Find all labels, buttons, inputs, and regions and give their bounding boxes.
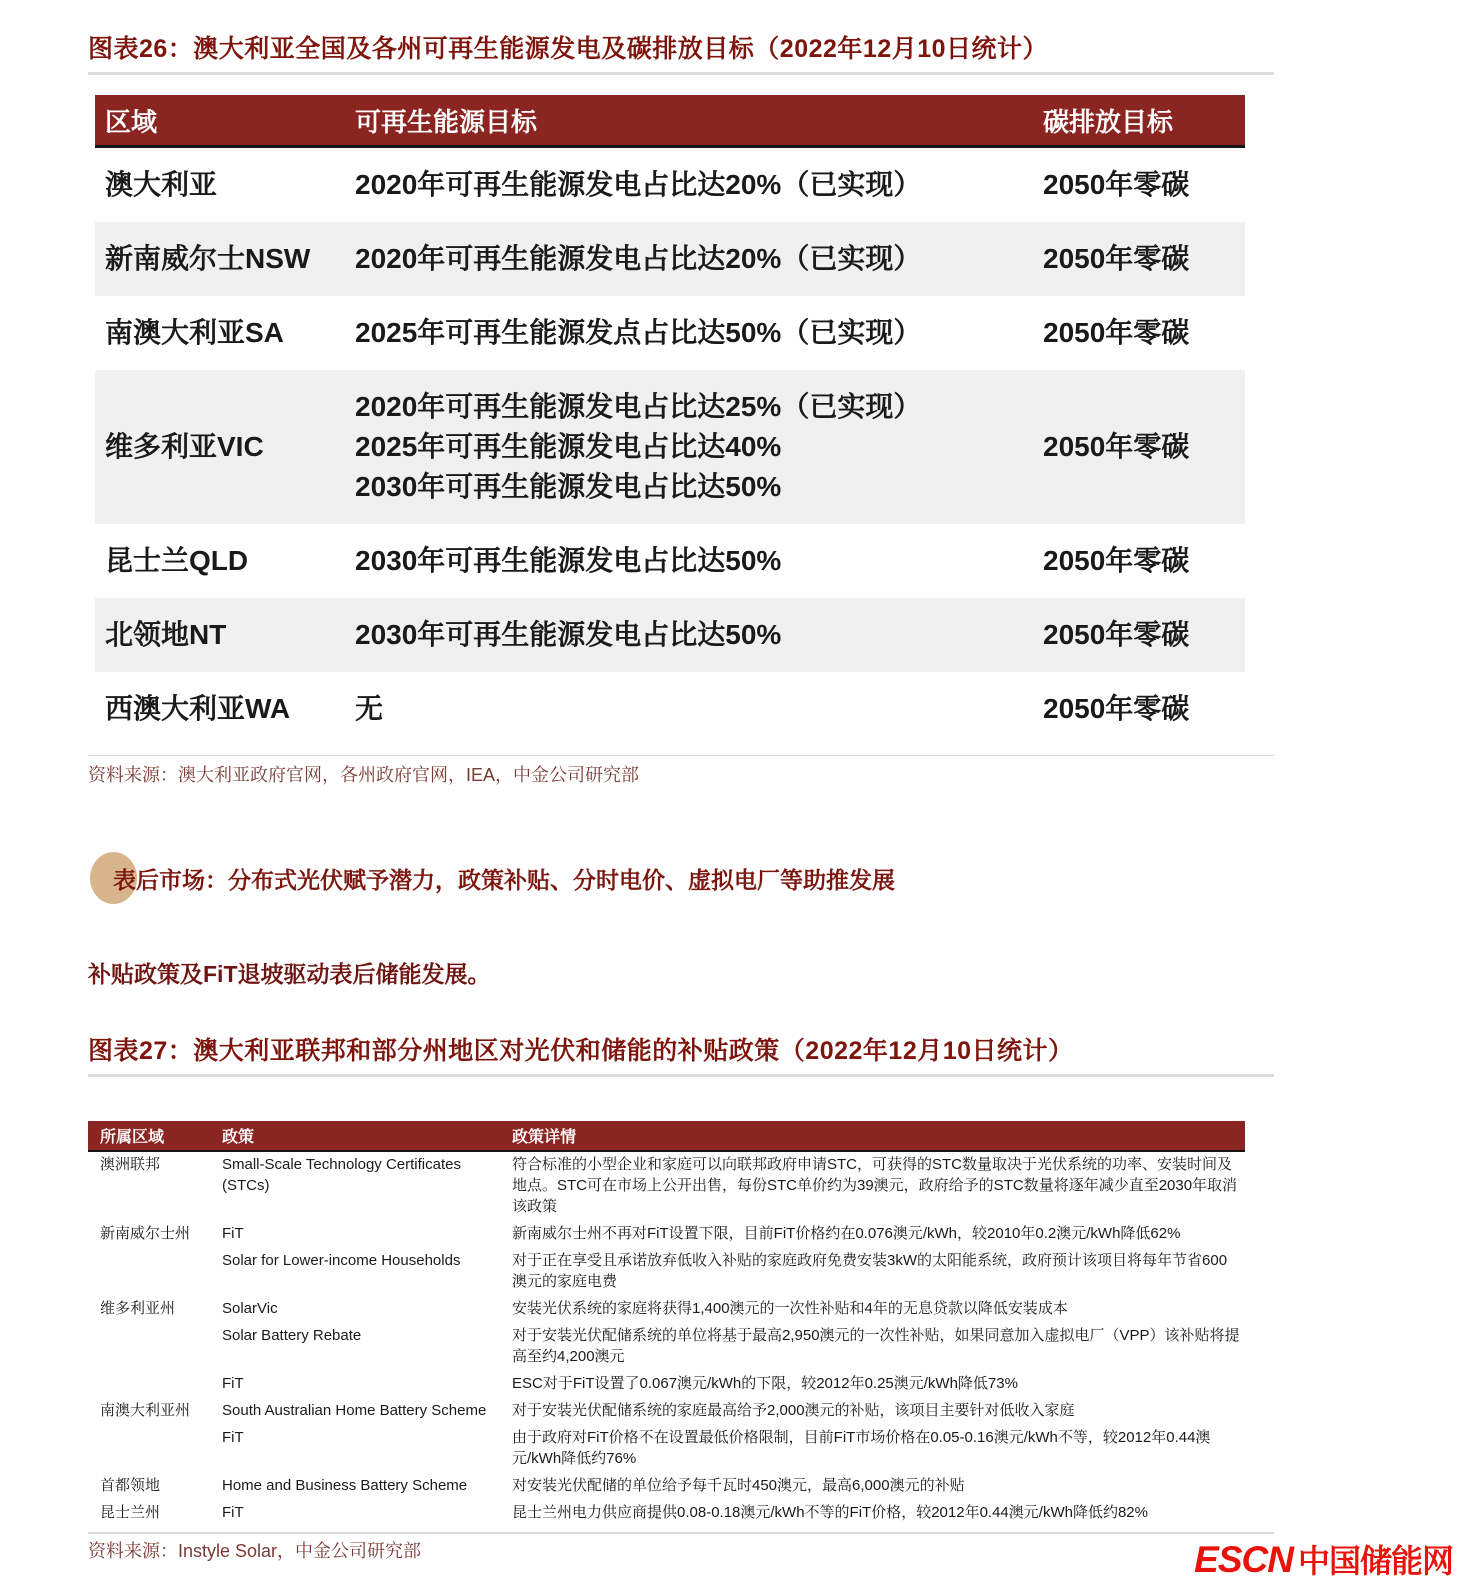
renewable-target-cell xyxy=(345,689,1035,729)
region-cell: 维多利亚VIC xyxy=(105,431,264,462)
table-row xyxy=(88,1152,1245,1221)
policy-detail-cell: 符合标准的小型企业和家庭可以向联邦政府申请STC，可获得的STC数量取决于光伏系统的功率、安装时间及地点。STC可在市场上公开出售，每份STC单价约为39澳元，政府给予的STC数量将逐年减少直至2030年取消该政策 xyxy=(512,1156,1238,1215)
table-row xyxy=(95,524,1245,598)
section-heading-block xyxy=(88,852,1384,904)
table-row xyxy=(95,148,1245,222)
region-cell xyxy=(88,1373,222,1394)
table-header-row xyxy=(95,95,1245,148)
carbon-target-cell: 2050年零碳 xyxy=(1043,693,1190,724)
carbon-target-cell: 2050年零碳 xyxy=(1043,317,1190,348)
policy-cell: FiT xyxy=(222,1429,244,1446)
column-header-carbon-target: 碳排放目标 xyxy=(1043,106,1174,137)
table-row xyxy=(95,598,1245,672)
table-row xyxy=(88,1248,1245,1296)
renewable-target-cell xyxy=(345,541,1035,581)
subsidy-policy-table xyxy=(88,1121,1245,1527)
escn-logo-chinese-text: 中国储能网 xyxy=(1297,1543,1453,1579)
region-cell: 新南威尔士州 xyxy=(100,1225,191,1242)
policy-detail-cell: 昆士兰州电力供应商提供0.08-0.18澳元/kWh不等的FiT价格，较2012年0.44澳元/kWh降低约82% xyxy=(512,1504,1148,1521)
figure-26 xyxy=(88,34,1384,786)
region-cell: 西澳大利亚WA xyxy=(105,693,291,724)
region-cell xyxy=(88,1325,222,1367)
carbon-target-cell: 2050年零碳 xyxy=(1043,169,1190,200)
renewable-target-cell xyxy=(345,239,1035,279)
figure-27-source: 资料来源：Instyle Solar，中金公司研究部 xyxy=(88,1541,422,1561)
policy-detail-cell: ESC对于FiT设置了0.067澳元/kWh的下限，较2012年0.25澳元/kWh降低73% xyxy=(512,1375,1018,1392)
footer-divider xyxy=(88,1532,1274,1534)
figure-26-title: 图表26：澳大利亚全国及各州可再生能源发电及碳排放目标（2022年12月10日统计） xyxy=(88,35,1049,63)
table-row xyxy=(88,1296,1245,1323)
title-divider xyxy=(88,72,1274,75)
policy-cell: Solar for Lower-income Households xyxy=(222,1252,461,1269)
section-heading: 表后市场：分布式光伏赋予潜力，政策补贴、分时电价、虚拟电厂等助推发展 xyxy=(113,866,895,893)
region-cell: 首都领地 xyxy=(100,1477,161,1494)
table-row xyxy=(88,1371,1245,1398)
region-cell xyxy=(88,1427,222,1469)
region-cell: 澳大利亚 xyxy=(105,169,218,200)
carbon-target-cell: 2050年零碳 xyxy=(1043,545,1190,576)
policy-detail-cell: 安装光伏系统的家庭将获得1,400澳元的一次性补贴和4年的无息贷款以降低安装成本 xyxy=(512,1300,1068,1317)
policy-cell: SolarVic xyxy=(222,1300,278,1317)
renewable-target-cell xyxy=(345,615,1035,655)
target-line: 无 xyxy=(355,693,384,724)
figure-27 xyxy=(88,1036,1453,1582)
page-footer xyxy=(88,1539,1453,1582)
region-cell: 澳洲联邦 xyxy=(100,1156,161,1173)
renewable-target-cell xyxy=(345,313,1035,353)
target-line: 2020年可再生能源发电占比达20%（已实现） xyxy=(355,243,922,274)
carbon-target-cell: 2050年零碳 xyxy=(1043,243,1190,274)
column-header-policy: 政策 xyxy=(222,1129,255,1146)
table-row xyxy=(88,1221,1245,1248)
table-row xyxy=(88,1425,1245,1473)
renewables-targets-table xyxy=(95,95,1245,746)
policy-cell: Small-Scale Technology Certificates (STCs) xyxy=(222,1156,461,1194)
policy-detail-cell: 新南威尔士州不再对FiT设置下限，目前FiT价格约在0.076澳元/kWh，较2010年0.2澳元/kWh降低62% xyxy=(512,1225,1181,1242)
figure-27-title: 图表27：澳大利亚联邦和部分州地区对光伏和储能的补贴政策（2022年12月10日统计） xyxy=(88,1037,1074,1065)
policy-detail-cell: 对安装光伏配储的单位给予每千瓦时450澳元，最高6,000澳元的补贴 xyxy=(512,1477,965,1494)
region-cell: 南澳大利亚州 xyxy=(100,1402,191,1419)
table-row xyxy=(95,672,1245,746)
region-cell: 昆士兰州 xyxy=(100,1504,161,1521)
table-row xyxy=(88,1473,1245,1500)
policy-detail-cell: 对于正在享受且承诺放弃低收入补贴的家庭政府免费安装3kW的太阳能系统，政府预计该项目将每年节省600澳元的家庭电费 xyxy=(512,1252,1228,1290)
carbon-target-cell: 2050年零碳 xyxy=(1043,431,1190,462)
table-row xyxy=(88,1398,1245,1425)
policy-detail-cell: 对于安装光伏配储系统的单位将基于最高2,950澳元的一次性补贴，如果同意加入虚拟电厂（VPP）该补贴将提高至约4,200澳元 xyxy=(512,1327,1240,1365)
policy-cell: Solar Battery Rebate xyxy=(222,1327,362,1344)
policy-cell: FiT xyxy=(222,1375,244,1392)
column-header-policy-detail: 政策详情 xyxy=(512,1129,577,1146)
escn-logo xyxy=(1194,1536,1453,1582)
table-row xyxy=(88,1323,1245,1371)
table-row xyxy=(95,370,1245,524)
target-line: 2020年可再生能源发电占比达25%（已实现） xyxy=(355,391,922,422)
region-cell: 南澳大利亚SA xyxy=(105,317,284,348)
targets-table-body xyxy=(95,148,1245,746)
policy-cell: Home and Business Battery Scheme xyxy=(222,1477,468,1494)
target-line: 2030年可再生能源发电占比达50% xyxy=(355,545,782,576)
column-header-renewable-target: 可再生能源目标 xyxy=(355,106,538,137)
target-line: 2025年可再生能源发电占比达40% xyxy=(355,431,782,462)
policy-cell: South Australian Home Battery Scheme xyxy=(222,1402,487,1419)
title-divider xyxy=(88,1074,1274,1077)
table-row xyxy=(95,296,1245,370)
subsidy-table-body xyxy=(88,1152,1245,1527)
table-row xyxy=(95,222,1245,296)
column-header-region: 所属区域 xyxy=(100,1129,165,1146)
carbon-target-cell: 2050年零碳 xyxy=(1043,619,1190,650)
policy-detail-cell: 由于政府对FiT价格不在设置最低价格限制，目前FiT市场价格在0.05-0.16澳元/kWh不等，较2012年0.44澳元/kWh降低约76% xyxy=(512,1429,1211,1467)
escn-logo-text: ESCN xyxy=(1194,1539,1293,1580)
column-header-region: 区域 xyxy=(105,106,158,137)
target-line: 2030年可再生能源发电占比达50% xyxy=(355,471,782,502)
policy-detail-cell: 对于安装光伏配储系统的家庭最高给予2,000澳元的补贴，该项目主要针对低收入家庭 xyxy=(512,1402,1075,1419)
region-cell xyxy=(88,1250,222,1292)
table-header-row xyxy=(88,1121,1245,1152)
region-cell: 昆士兰QLD xyxy=(105,545,249,576)
policy-cell: FiT xyxy=(222,1504,244,1521)
renewable-target-cell xyxy=(345,165,1035,205)
source-divider xyxy=(88,755,1274,756)
target-line: 2030年可再生能源发电占比达50% xyxy=(355,619,782,650)
policy-cell: FiT xyxy=(222,1225,244,1242)
region-cell: 北领地NT xyxy=(105,619,227,650)
region-cell: 维多利亚州 xyxy=(100,1300,176,1317)
body-paragraph: 补贴政策及FiT退坡驱动表后储能发展。 xyxy=(88,961,491,987)
table-row xyxy=(88,1500,1245,1527)
target-line: 2020年可再生能源发电占比达20%（已实现） xyxy=(355,169,922,200)
renewable-target-cell xyxy=(345,387,1035,507)
target-line: 2025年可再生能源发点占比达50%（已实现） xyxy=(355,317,922,348)
region-cell: 新南威尔士NSW xyxy=(105,243,311,274)
figure-26-source: 资料来源：澳大利亚政府官网，各州政府官网，IEA，中金公司研究部 xyxy=(88,765,640,785)
